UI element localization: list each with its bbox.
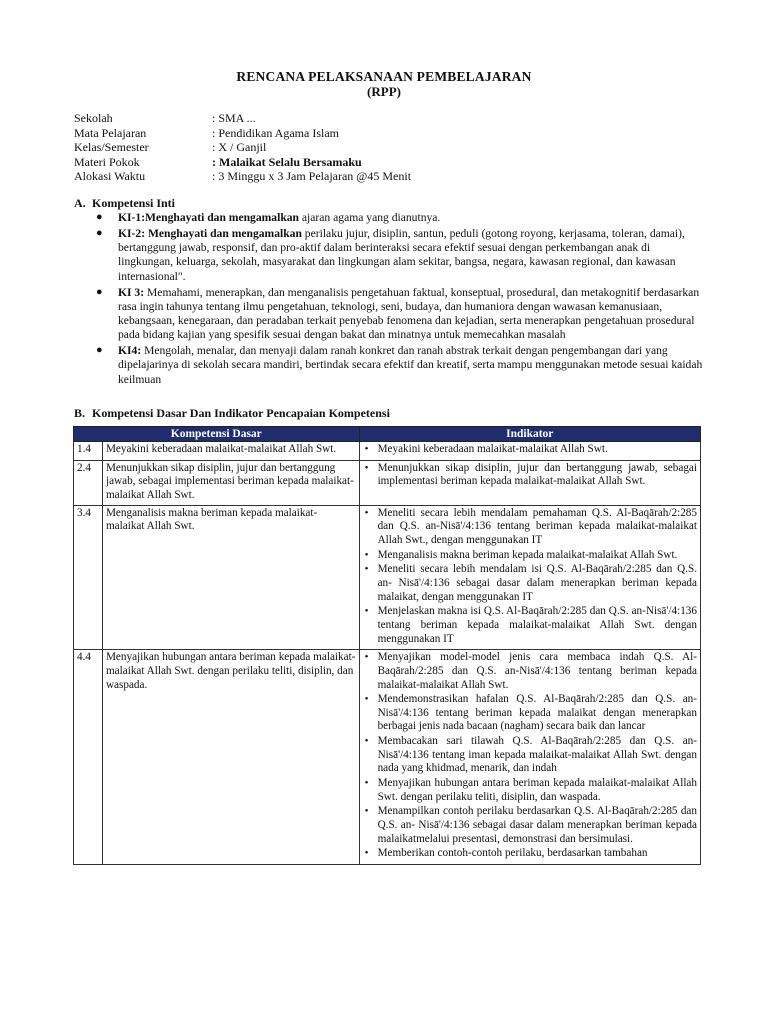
ki-label: KI4: [118, 344, 142, 358]
indicator-item: • Menganalisis makna beriman kepada malaikat-malaikat Allah Swt. [363, 549, 697, 563]
meta-label: Kelas/Semester [74, 140, 149, 155]
meta-label: Mata Pelajaran [74, 125, 147, 140]
indicator-item: • Menunjukkan sikap disiplin, jujur dan bertanggung jawab, sebagai implementasi beriman kepada malaikat-malaikat Allah Swt. [363, 462, 697, 489]
meta-row-topic [74, 155, 411, 170]
section-title: Kompetensi Dasar Dan Indikator Pencapaian Kompetensi [92, 406, 390, 420]
indicator-item: • Memberikan contoh-contoh perilaku, berdasarkan tambahan [363, 847, 697, 861]
meta-label: Sekolah [74, 111, 113, 125]
meta-label: Alokasi Waktu [74, 169, 146, 184]
meta-label: Materi Pokok [74, 154, 140, 169]
identity-block [74, 111, 411, 184]
ki-label: KI-2: Menghayati dan mengamalkan [118, 227, 302, 241]
bullet-icon: ● [96, 227, 103, 240]
competency-text: Meyakini keberadaan malaikat-malaikat Allah Swt. [102, 442, 359, 461]
section-title: Kompetensi Inti [92, 196, 176, 210]
ki-text: Memahami, menerapkan, dan menganalisis pengetahuan faktual, konseptual, prosedural, dan metakognitif berdasarkan rasa ingin tahunya tentang ilmu pengetahuan, teknologi, seni, budaya, dan humaniora dengan wawasan kemanusiaan, kebangsaan, kenegaraan, dan peradaban terkait penyebab fenomena dan kejadian, serta menerapkan pengetahuan prosedural pada bidang kajian yang spesifik sesuai dengan bakat dan minatnya untuk memecahkan masalah [118, 285, 700, 342]
competency-text: Menunjukkan sikap disiplin, jujur dan bertanggung jawab, sebagai implementasi beriman kepada malaikat-malaikat Allah Swt. [102, 460, 359, 505]
ki-label: KI 3: [118, 285, 145, 299]
core-competency-list [92, 211, 704, 389]
indicator-cell [359, 650, 700, 865]
list-item [92, 211, 704, 225]
indicator-item: • Meneliti secara lebih mendalam pemahaman Q.S. Al-Baqārah/2:285 dan Q.S. an-Nisā'/4:136 tentang beriman kepada malaikat-malaikat Allah Swt., dengan menggunakan IT [363, 507, 697, 548]
section-letter: A. [74, 196, 86, 210]
indicator-cell [359, 460, 700, 505]
list-item [92, 344, 704, 386]
competency-text: Menganalisis makna beriman kepada malaikat-malaikat Allah Swt. [102, 505, 359, 650]
indicator-item: • Meneliti secara lebih mendalam isi Q.S. Al-Baqārah/2:285 dan Q.S. an- Nisā'/4:136 sebagai dasar dalam menerapkan beriman kepada malaikat, dengan menggunakan IT [363, 563, 697, 604]
document-title: RENCANA PELAKSANAAN PEMBELAJARAN [236, 69, 532, 84]
competency-text: Menyajikan hubungan antara beriman kepada malaikat-malaikat Allah Swt. dengan perilaku teliti, disiplin, dan waspada. [102, 650, 359, 865]
indicator-cell [359, 505, 700, 650]
meta-row-time [74, 169, 411, 184]
bullet-icon: ● [96, 344, 103, 357]
competency-number: 2.4 [74, 460, 103, 505]
meta-row-school [74, 111, 411, 126]
meta-row-class [74, 140, 411, 155]
indicator-item: • Membacakan sari tilawah Q.S. Al-Baqārah/2:285 dan Q.S. an-Nisā'/4:136 tentang iman kepada malaikat-malaikat Allah Swt. dengan nada yang khidmad, menarik, dan indah [363, 735, 697, 776]
section-letter: B. [74, 406, 86, 420]
section-b-heading [74, 406, 390, 421]
indicator-item: • Menyajikan hubungan antara beriman kepada malaikat-malaikat Allah Swt. dengan perilaku teliti, disiplin, dan waspada. [363, 777, 697, 804]
meta-value: : Pendidikan Agama Islam [212, 125, 339, 140]
table-row [74, 460, 701, 505]
document-subtitle: (RPP) [367, 84, 401, 99]
list-item [92, 286, 704, 343]
meta-value: : 3 Minggu x 3 Jam Pelajaran @45 Menit [212, 169, 412, 184]
ki-label: KI-1:Menghayati dan mengamalkan [118, 211, 300, 224]
indicator-item: • Menjelaskan makna isi Q.S. Al-Baqārah/2:285 dan Q.S. an-Nisā'/4:136 tentang beriman kepada malaikat-malaikat Allah Swt. dengan menggunakan IT [363, 605, 697, 646]
table-row [74, 650, 701, 865]
header-basic-competency: Kompetensi Dasar [74, 427, 360, 442]
indicator-item: • Menampilkan contoh perilaku berdasarkan Q.S. Al-Baqārah/2:285 dan Q.S. an- Nisā'/4:136 sebagai dasar dalam menerapkan beriman kepada malaikatmelalui presentasi, demonstrasi dan bersimulasi. [363, 805, 697, 846]
indicator-item: • Menyajikan model-model jenis cara membaca indah Q.S. Al-Baqārah/2:285 dan Q.S. an-Nisā'/4:136 tentang beriman kepada malaikat-malaikat Allah Swt. [363, 651, 697, 692]
meta-value: : Malaikat Selalu Bersamaku [212, 154, 362, 169]
meta-value: : X / Ganjil [212, 140, 267, 155]
table-row [74, 442, 701, 461]
bullet-icon: ● [96, 285, 103, 298]
list-item [92, 227, 704, 284]
competency-number: 4.4 [74, 650, 103, 865]
ki-text: perilaku jujur, disiplin, santun, peduli (gotong royong, kerjasama, toleran, damai), bertanggung jawab, responsif, dan pro-aktif dalam berinteraksi secara efektif sesuai dengan perkembangan anak di lingkungan, keluarga, sekolah, masyarakat dan lingkungan alam sekitar, bangsa, negara, kawasan regional, dan kawasan internasional". [118, 227, 685, 283]
competency-table [73, 426, 701, 865]
competency-number: 3.4 [74, 505, 103, 650]
ki-text: ajaran agama yang dianutnya. [299, 211, 441, 224]
table-row [74, 505, 701, 650]
indicator-item: • Meyakini keberadaan malaikat-malaikat Allah Swt. [363, 443, 697, 457]
table-header-row [74, 427, 701, 442]
indicator-item: • Mendemonstrasikan hafalan Q.S. Al-Baqārah/2:285 dan Q.S. an-Nisā'/4:136 tentang beriman kepada malaikat dengan menerapkan berbagai jenis nada bacaan (nagham) secara baik dan lancar [363, 693, 697, 734]
meta-row-subject [74, 126, 411, 141]
bullet-icon: ● [96, 211, 103, 223]
section-a-heading [74, 196, 175, 211]
header-indicator: Indikator [359, 427, 700, 442]
ki-text: Mengolah, menalar, dan menyaji dalam ranah konkret dan ranah abstrak terkait dengan pengembangan dari yang dipelajarinya di sekolah secara mandiri, bertindak secara efektif dan kreatif, serta mampu menggunakan metode sesuai kaidah keilmuan [118, 344, 703, 386]
competency-number: 1.4 [74, 442, 103, 461]
indicator-cell [359, 442, 700, 461]
meta-value: : SMA ... [212, 111, 256, 125]
